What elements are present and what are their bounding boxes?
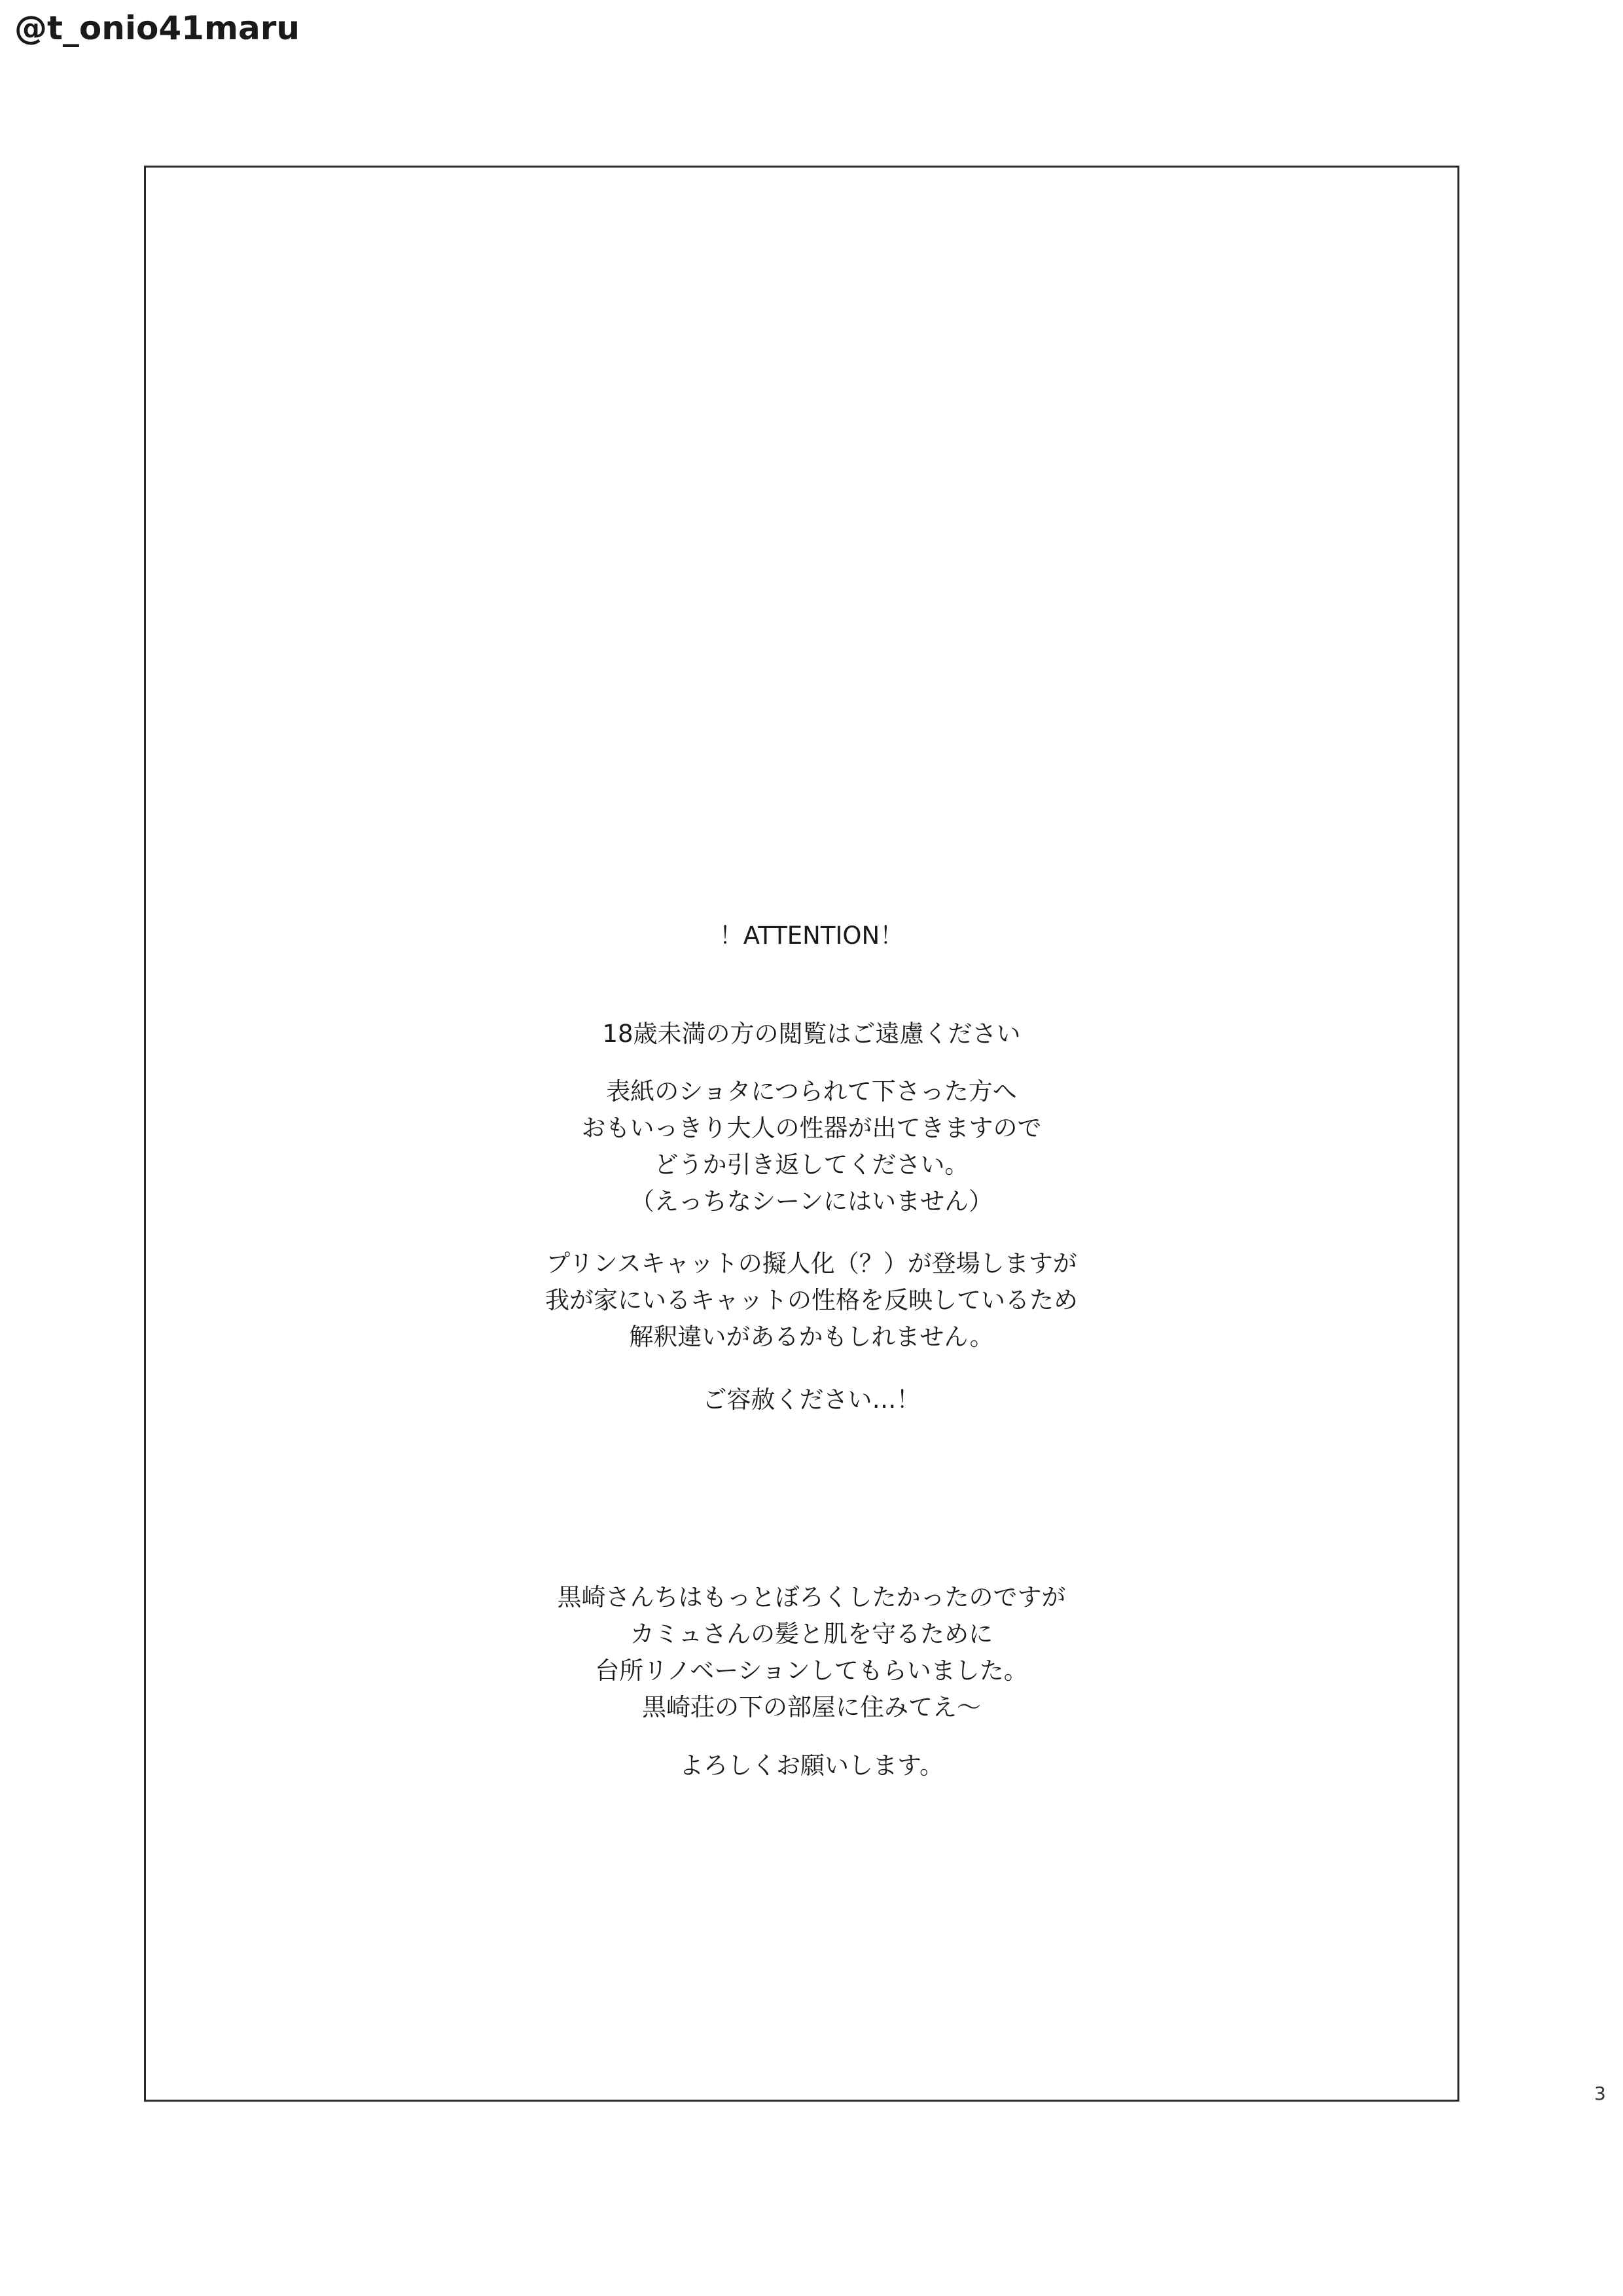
closing-block <box>0 1748 1623 1784</box>
content-warning-line: おもいっきり大人の性器が出てきますので <box>581 1114 1042 1142</box>
character-note-block <box>0 1246 1623 1355</box>
content-warning-block <box>0 1073 1623 1220</box>
author-note-line: 黒崎荘の下の部屋に住みてえ～ <box>642 1693 981 1721</box>
character-note-line: 解釈違いがあるかもしれません。 <box>629 1323 994 1351</box>
author-note-line: 台所リノベーションしてもらいました。 <box>595 1657 1028 1685</box>
apology-line: ご容赦ください…！ <box>702 1386 921 1414</box>
age-warning-block <box>0 1016 1623 1052</box>
page-number: 3 <box>1594 2083 1606 2104</box>
character-note-line: プリンスキャットの擬人化（？）が登場しますが <box>546 1249 1077 1278</box>
attention-title: ！ATTENTION！ <box>719 922 904 950</box>
author-notes-block <box>0 1579 1623 1726</box>
attention-notice <box>0 918 1623 954</box>
character-note-line: 我が家にいるキャットの性格を反映しているため <box>545 1286 1078 1314</box>
content-warning-line: 表紙のショタにつられて下さった方へ <box>606 1077 1017 1105</box>
author-note-line: 黒崎さんちはもっとぼろくしたかったのですが <box>557 1583 1066 1611</box>
age-warning: 18歳未満の方の閲覧はご遠慮ください <box>602 1020 1021 1048</box>
apology-block <box>0 1382 1623 1418</box>
author-note-line: カミュさんの髪と肌を守るために <box>630 1620 993 1648</box>
author-handle: @t_onio41maru <box>14 9 300 47</box>
content-warning-line: どうか引き返してください。 <box>654 1151 969 1179</box>
closing-line: よろしくお願いします。 <box>679 1751 944 1780</box>
content-warning-line: （えっちなシーンにはいません） <box>630 1187 993 1215</box>
